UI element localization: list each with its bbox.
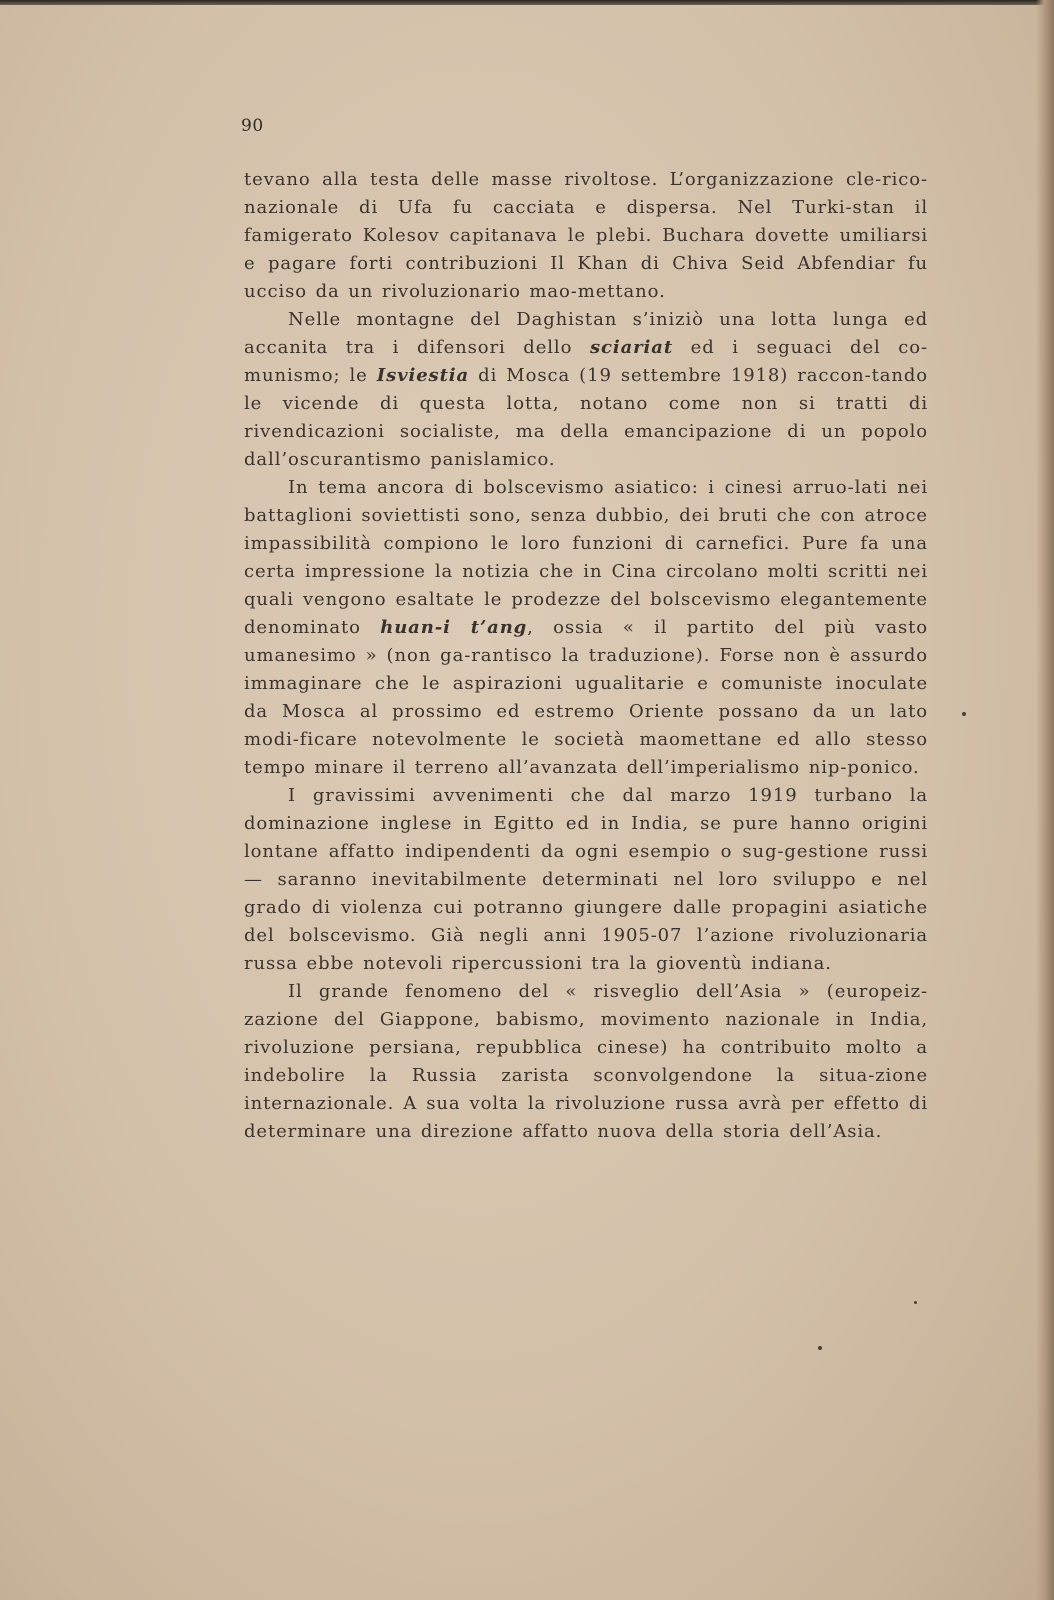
- page-right-edge: [1036, 0, 1054, 1600]
- text-run: I gravissimi avvenimenti che dal marzo 1919 turbano la dominazione inglese in Egitto ed in India, se pure hanno origini lontane affatto indipendenti da ogni esempio o sug-gestione russi — saranno inevitabilmente determinati nel loro sviluppo e nel grado di violenza cui potranno giungere dalle propagini asiatiche del bolscevismo. Già negli anni 1905-07 l’azione rivoluzionaria russa ebbe notevoli ripercussioni tra la gioventù indiana.: [244, 785, 928, 974]
- page-number: 90: [241, 116, 264, 136]
- paragraph: [244, 166, 928, 306]
- ink-speck: [818, 1346, 822, 1350]
- ink-speck: [914, 1301, 917, 1304]
- text-run: In tema ancora di bolscevismo asiatico: i cinesi arruo-lati nei battaglioni soviettisti sono, senza dubbio, dei bruti che con atroce impassibilità compiono le loro funzioni di carnefici. Pure fa una certa impressione la notizia che in Cina circolano molti scritti nei quali vengono esaltate le prodezze del bolscevismo elegantemente denominato: [244, 477, 928, 638]
- text-run: ed i seguaci del co-munismo; le: [244, 337, 928, 386]
- text-run: tevano alla testa delle masse rivoltose. L’organizzazione cle-rico-nazionale di Ufa fu cacciata e dispersa. Nel Turki-stan il famigerato Kolesov capitanava le plebi. Buchara dovette umiliarsi e pagare forti contribuzioni Il Khan di Chiva Seid Abfendiar fu ucciso da un rivoluzionario mao-mettano.: [244, 169, 928, 302]
- body-text: [244, 166, 928, 1146]
- paragraph: [244, 474, 928, 782]
- italic-term: huan-i t’ang: [380, 617, 528, 638]
- text-run: , ossia « il partito del più vasto umanesimo » (non ga-rantisco la traduzione). Forse non è assurdo immaginare che le aspirazioni ugualitarie e comuniste inoculate da Mosca al prossimo ed estremo Oriente possano da un lato modi-ficare notevolmente le società maomettane ed allo stesso tempo minare il terreno all’avanzata dell’imperialismo nip-ponico.: [244, 617, 929, 778]
- paragraph: [244, 306, 928, 474]
- paragraph: [244, 782, 928, 978]
- ink-speck: [962, 712, 966, 716]
- paragraph: [244, 978, 928, 1146]
- italic-term: sciariat: [589, 337, 674, 358]
- page-top-edge: [0, 0, 1054, 5]
- text-run: di Mosca (19 settembre 1918) raccon-tando le vicende di questa lotta, notano come non si tratti di rivendicazioni socialiste, ma della emancipazione di un popolo dall’oscurantismo panislamico.: [244, 365, 928, 470]
- text-run: Nelle montagne del Daghistan s’iniziò una lotta lunga ed accanita tra i difensori dello: [244, 309, 928, 358]
- italic-term: Isviestia: [376, 365, 470, 386]
- text-run: Il grande fenomeno del « risveglio dell’Asia » (europeiz-zazione del Giappone, babismo, movimento nazionale in India, rivoluzione persiana, repubblica cinese) ha contribuito molto a indebolire la Russia zarista sconvolgendone la situa-zione internazionale. A sua volta la rivoluzione russa avrà per effetto di determinare una direzione affatto nuova della storia dell’Asia.: [244, 981, 928, 1142]
